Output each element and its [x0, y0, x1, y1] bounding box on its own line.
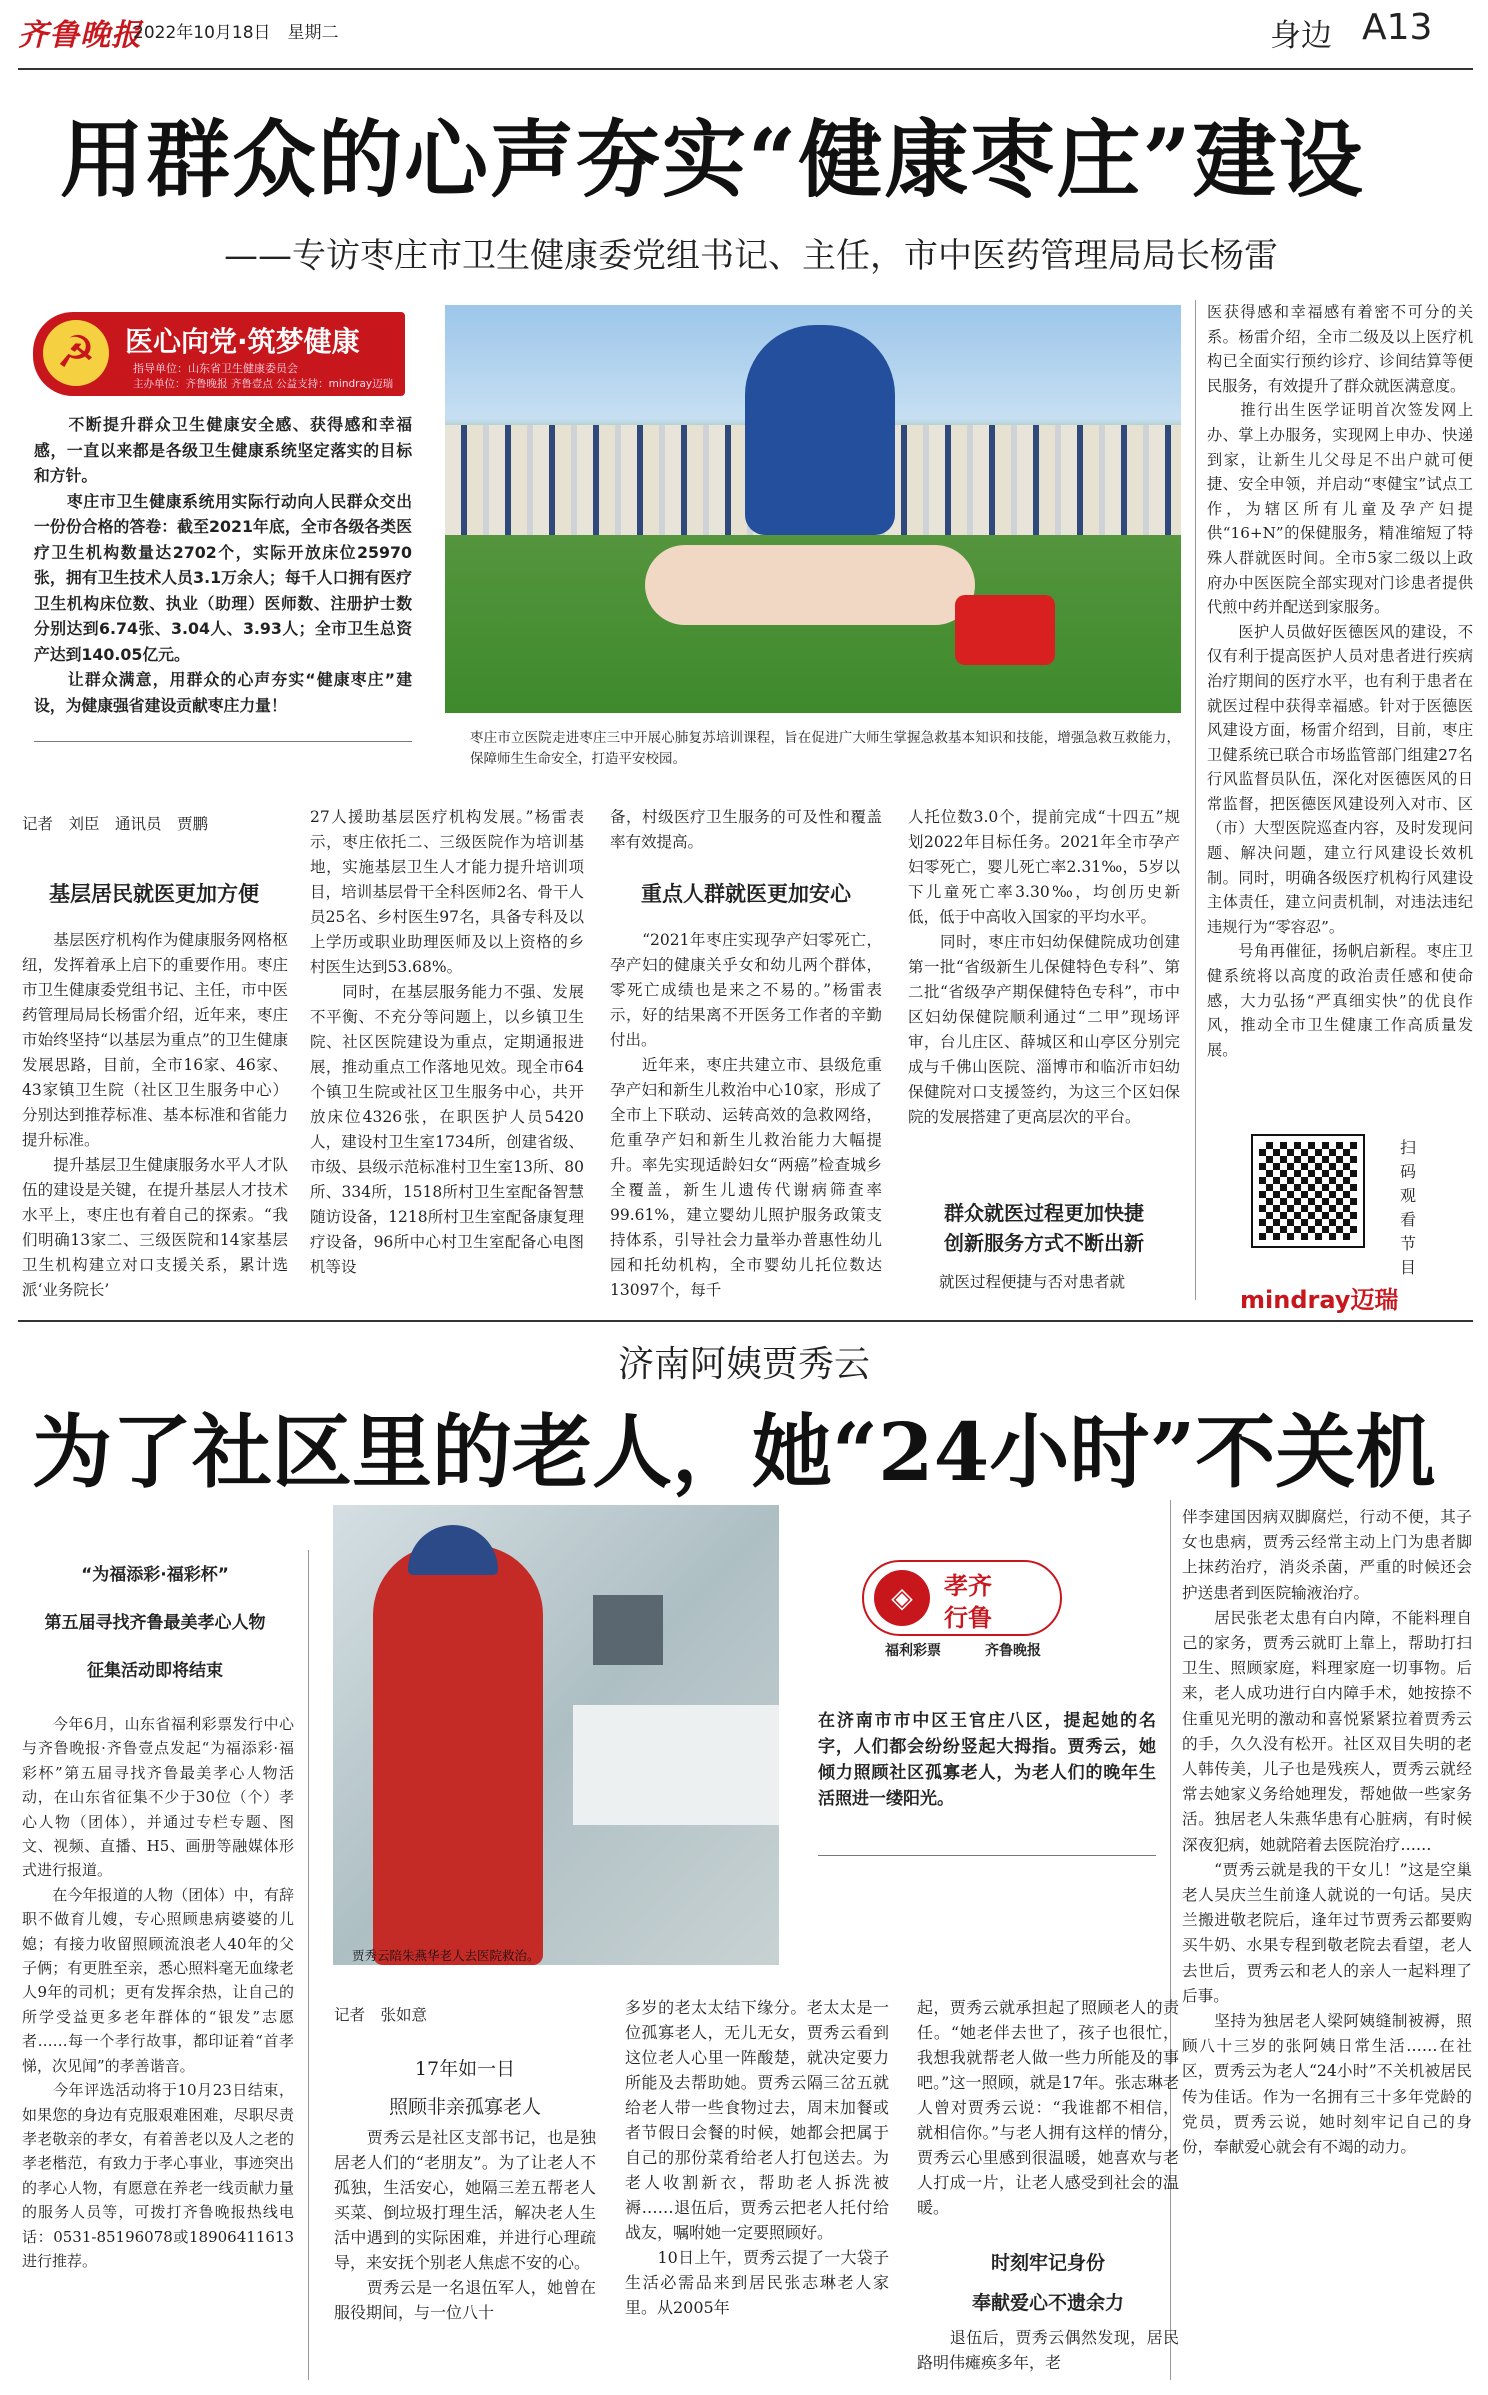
intro-rule — [34, 741, 412, 742]
logo-line-2: 行鲁 — [944, 1604, 992, 1632]
sidebar-divider — [308, 1550, 309, 2380]
article2-subhead-2: 时刻牢记身份 奉献爱心不遗余力 — [971, 2252, 1124, 2314]
page-header — [0, 0, 1488, 78]
article1-col-4b: 就医过程便捷与否对患者就 — [908, 1273, 1126, 1291]
article2-lead: 在济南市市中区王官庄八区，提起她的名字，人们都会纷纷竖起大拇指。贾秀云，她倾力照顾社区孤寡老人，为老人们的晚年生活照进一缕阳光。 — [818, 1711, 1156, 1809]
headline-2: 为了社区里的老人，她“24小时”不关机 — [32, 1405, 1436, 1499]
megaphone-shape — [955, 595, 1055, 665]
hospital-photo — [333, 1505, 779, 1965]
issue-date: 2022年10月18日 星期二 — [133, 23, 339, 43]
subheadline-1: ——专访枣庄市卫生健康委党组书记、主任，市中医药管理局局长杨雷 — [224, 236, 1278, 276]
photo-caption-2: 贾秀云陪朱燕华老人去医院救治。 — [352, 1948, 540, 1963]
article1-col-3a: 备，村级医疗卫生服务的可及性和覆盖率有效提高。 — [610, 808, 882, 851]
header-rule — [18, 68, 1473, 70]
article1-col-3b: “2021年枣庄实现孕产妇零死亡，孕产妇的健康关乎女和幼儿两个群体，零死亡成绩也是来之不易的。”杨雷表示，好的结果离不开医务工作者的辛勤付出。 近年来，枣庄共建立市、县级危重孕产妇和新生儿救治中心10家，形成了全市上下联动、运转高效的急救网络，危重孕产妇和新生儿救治能力大幅提升。率先实现适龄妇女“两癌”检查城乡全覆盖，新生儿遗传代谢病筛查率99.61%，建立婴幼儿照护服务政策支持体系，引导社会力量举办普惠性幼儿园和托幼机构，全市婴幼儿托位数达13097个，每千 — [610, 931, 882, 1299]
section-divider — [18, 1320, 1473, 1322]
mindray-logo: mindray迈瑞 — [1240, 1286, 1399, 1314]
kicker-2: 济南阿姨贾秀云 — [617, 1344, 870, 1385]
article1-col-2: 27人援助基层医疗机构发展。”杨雷表示，枣庄依托二、三级医院作为培训基地，实施基层卫生人才能力提升培训项目，培训基层骨干全科医师2名、骨干人员25名、乡村医生97名，具备专科及以上学历或职业助理医师及以上资格的乡村医生达到53.68%。 同时，在基层服务能力不强、发展不平衡、不充分等问题上，以乡镇卫生院、社区医院建设为重点，定期通报进展，推动重点工作落地见效。现全市64个镇卫生院或社区卫生服务中心，共开放床位4326张，在职医护人员5420人，建设村卫生室1734所，创建省级、市级、县级示范标准村卫生室13所、80所、334所，1518所村卫生室配备智慧随访设备，1218所村卫生室配备康复理疗设备，96所中心村卫生室配备心电图机等设 — [310, 808, 584, 1276]
article1-intro: 不断提升群众卫生健康安全感、获得感和幸福感，一直以来都是各级卫生健康系统坚定落实的目标和方针。 枣庄市卫生健康系统用实际行动向人民群众交出一份份合格的答卷：截至2021年底，全市各级各类医疗卫生机构数量达2702个，实际开放床位25970张，拥有卫生技术人员3.1万余人；每千人口拥有医疗卫生机构床位数、执业（助理）医师数、注册护士数分别达到6.74张、3.04人、3.93人；全市卫生总资产达到140.05亿元。 让群众满意，用群众的心声夯实“健康枣庄”建设，为健康强省建设贡献枣庄力量！ — [34, 415, 412, 715]
cpr-training-photo — [445, 305, 1181, 713]
article1-col-4a: 人托位数3.0个，提前完成“十四五”规划2022年目标任务。2021年全市孕产妇零死亡，婴儿死亡率2.31‰，5岁以下儿童死亡率3.30‰，均创历史新低，低于中高收入国家的平均水平。 同时，枣庄市妇幼保健院成功创建第一批“省级新生儿保健特色专科”、第二批“省级孕产期保健特色专科”，市中区妇幼保健院顺利通过“二甲”现场评审，台儿庄区、薛城区和山亭区分别完成与千佛山医院、淄博市和临沂市妇幼保健院对口支援签约，为这三个区妇保院的发展搭建了更高层次的平台。 — [908, 808, 1180, 1126]
xiaoqi-logo — [862, 1560, 1062, 1636]
article2-right-column: 伴李建国因病双脚腐烂，行动不便，其子女也患病，贾秀云经常主动上门为患者脚上抹药治疗，消炎杀菌，严重的时候还会护送患者到医院输液治疗。 居民张老太患有白内障，不能料理自己的家务，贾秀云就盯上靠上，帮助打扫卫生、照顾家庭，料理家庭一切事物。后来，老人成功进行白内障手术，她按捺不住重见光明的激动和喜悦紧紧拉着贾秀云的手，久久没有松开。社区双目失明的老人韩传美，儿子也是残疾人，贾秀云就经常去她家义务给她理发，帮她做一些家务活。独居老人朱燕华患有心脏病，有时候深夜犯病，她就陪着去医院治疗…… “贾秀云就是我的干女儿！”这是空巢老人吴庆兰生前逢人就说的一句话。吴庆兰搬进敬老院后，逢年过节贾秀云都要购买牛奶、水果专程到敬老院去看望，老人去世后，贾秀云和老人的亲人一起料理了后事。 坚持为独居老人梁阿姨缝制被褥，照顾八十三岁的张阿姨日常生活……在社区，贾秀云为老人“24小时”不关机被居民传为佳话。作为一名拥有三十多年党龄的党员，贾秀云说，她时刻牢记自己的身份，奉献爱心就会有不竭的动力。 — [1182, 1508, 1472, 2157]
volunteer-cap-shape — [408, 1525, 498, 1575]
article2-subhead-1: 17年如一日 照顾非亲孤寡老人 — [388, 2058, 541, 2118]
sidebar-head-3: 征集活动即将结束 — [87, 1661, 223, 1681]
sidebar-head-2: 第五届寻找齐鲁最美孝心人物 — [44, 1613, 266, 1633]
bed-shape — [573, 1705, 779, 1825]
page-number: A13 — [1362, 7, 1433, 48]
instructor-shape — [745, 325, 895, 535]
party-emblem-icon: ☭ — [43, 320, 109, 386]
qr-prompt: 扫码观看节目 — [1400, 1138, 1417, 1277]
volunteer-shape — [373, 1545, 543, 1965]
article2-byline: 记者 张如意 — [334, 2006, 428, 2024]
article1-byline: 记者 刘臣 通讯员 贾鹏 — [22, 815, 209, 833]
logo-line-1: 孝齐 — [944, 1572, 992, 1600]
article2-col-3a: 起，贾秀云就承担起了照顾老人的责任。“她老伴去世了，孩子也很忙，我想我就帮老人做一些力所能及的事吧。”这一照顾，就是17年。张志琳老人曾对贾秀云说：“我谁都不相信，就相信你。”与老人拥有这样的情分，贾秀云心里感到很温暖，她喜欢与老人打成一片，让老人感受到社会的温暖。 — [917, 1998, 1179, 2217]
article1-subhead-2: 重点人群就医更加安心 — [641, 882, 851, 906]
banner-line-2: 主办单位：齐鲁晚报 齐鲁壹点 公益支持：mindray迈瑞 — [133, 378, 394, 390]
article2-col-1: 贾秀云是社区支部书记，也是独居老人们的“老朋友”。为了让老人不孤独，生活安心，她隔三差五帮老人买菜、倒垃圾打理生活，解决老人生活中遇到的实际困难，并进行心理疏导，来安抚个别老人焦虑不安的心。 贾秀云是一名退伍军人，她曾在服役期间，与一位八十 — [334, 2128, 596, 2322]
lead-rule — [818, 1855, 1156, 1856]
article1-col-1: 基层医疗机构作为健康服务网格枢纽，发挥着承上启下的重要作用。枣庄市卫生健康委党组书记、主任，市中医药管理局局长杨雷介绍，近年来，枣庄市始终坚持“以基层为重点”的卫生健康发展思路，目前，全市16家、46家、43家镇卫生院（社区卫生服务中心）分别达到推荐标准、基本标准和省能力提升标准。 提升基层卫生健康服务水平人才队伍的建设是关键，在提升基层人才技术水平上，枣庄也有着自己的探索。“我们明确13家二、三级医院和14家基层卫生机构建立对口支援关系，累计选派‘业务院长’ — [22, 931, 288, 1299]
article1-right-column: 医获得感和幸福感有着密不可分的关系。杨雷介绍，全市二级及以上医疗机构已全面实行预约诊疗、诊间结算等便民服务，有效提升了群众就医满意度。 推行出生医学证明首次签发网上办、掌上办服务，实现网上申办、快递到家，让新生儿父母足不出户就可便捷、安全申领，并启动“枣健宝”试点工作，为辖区所有儿童及孕产妇提供“16+N”的保健服务，精准缩短了特殊人群就医时间。全市5家二级以上政府办中医医院全部实现对门诊患者提供代煎中药并配送到家服务。 医护人员做好医德医风的建设，不仅有利于提高医护人员对患者进行疾病治疗期间的医疗水平，也有利于患者在就医过程中获得幸福感。针对于医德医风建设方面，杨雷介绍到，目前，枣庄卫健系统已联合市场监管部门组建27名行风监督员队伍，深化对医德医风的日常监督，把医德医风建设列入对市、区（市）大型医院巡查内容，及时发现问题、解决问题，建立行风建设长效机制。同时，明确各级医疗机构行风建设主体责任，建立问责机制，对违法违纪违规行为“零容忍”。 号角再催征，扬帆启新程。枣庄卫健系统将以高度的政治责任感和使命感，大力弘扬“严真细实快”的优良作风，推动全市卫生健康工作高质量发展。 — [1207, 303, 1473, 1059]
banner-title: 医心向党·筑梦健康 — [125, 325, 360, 358]
column-banner — [33, 312, 405, 396]
photo-caption-1: 枣庄市立医院走进枣庄三中开展心肺复苏培训课程，旨在促进广大师生掌握急救基本知识和技能，增强急救互救能力，保障师生生命安全，打造平安校园。 — [470, 730, 1180, 767]
sidebar-head-1: “为福添彩·福彩杯” — [81, 1565, 229, 1585]
col-divider — [1195, 300, 1196, 1300]
banner-line-1: 指导单位：山东省卫生健康委员会 — [133, 362, 298, 375]
article2-col-2: 多岁的老太太结下缘分。老太太是一位孤寡老人，无儿无女，贾秀云看到这位老人心里一阵酸楚，就决定要力所能及去帮助她。贾秀云隔三岔五就给老人带一些食物过去，周末加餐或者节假日会餐的时候，她都会把属于自己的那份菜肴给老人打包送去。为老人收割新衣，帮助老人拆洗被褥……退伍后，贾秀云把老人托付给战友，嘱咐她一定要照顾好。 10日上午，贾秀云提了一大袋子生活必需品来到居民张志琳老人家里。从2005年 — [625, 1998, 889, 2317]
article2-col-3b: 退伍后，贾秀云偶然发现，居民路明伟瘫痪多年，老 — [917, 2328, 1179, 2372]
newspaper-logo: 齐鲁晚报 — [18, 18, 142, 53]
sidebar-text: 今年6月，山东省福利彩票发行中心与齐鲁晚报·齐鲁壹点发起“为福添彩·福彩杯”第五届寻找齐鲁最美孝心人物活动，在山东省征集不少于30位（个）孝心人物（团体），并通过专栏专题、图文、视频、直播、H5、画册等融媒体形式进行报道。 在今年报道的人物（团体）中，有辞职不做育儿嫂，专心照顾患病婆婆的儿媳；有接力收留照顾流浪老人40年的父子俩；有更胜至亲，悉心照料毫无血缘老人9年的司机；更有发挥余热，让自己的所学受益更多老年群体的“银发”志愿者……每一个孝行故事，都印证着“首孝悌，次见闻”的孝善谐音。 今年评选活动将于10月23日结束，如果您的身边有克服艰难困难，尽职尽责孝老敬亲的孝女，有着善老以及人之老的孝老楷范，有致力于孝心事业，事迹突出的孝心人物，有愿意在养老一线贡献力量的服务人员等，可拨打齐鲁晚报热线电话：0531-85196078或18906411613进行推荐。 — [22, 1715, 294, 2270]
logo-caption-right: 齐鲁晚报 — [985, 1643, 1041, 1659]
article1-subhead-1: 基层居民就医更加方便 — [49, 882, 259, 906]
headline-1: 用群众的心声夯实“健康枣庄”建设 — [60, 110, 1365, 209]
monitor-shape — [593, 1595, 663, 1665]
qr-code[interactable] — [1253, 1136, 1363, 1246]
article1-subhead-3: 群众就医过程更加快捷 创新服务方式不断出新 — [944, 1201, 1144, 1255]
manikin-shape — [645, 545, 975, 625]
logo-caption-left: 福利彩票 — [885, 1643, 941, 1659]
section-name: 身边 — [1270, 18, 1332, 54]
lottery-icon: ◈ — [874, 1570, 930, 1626]
